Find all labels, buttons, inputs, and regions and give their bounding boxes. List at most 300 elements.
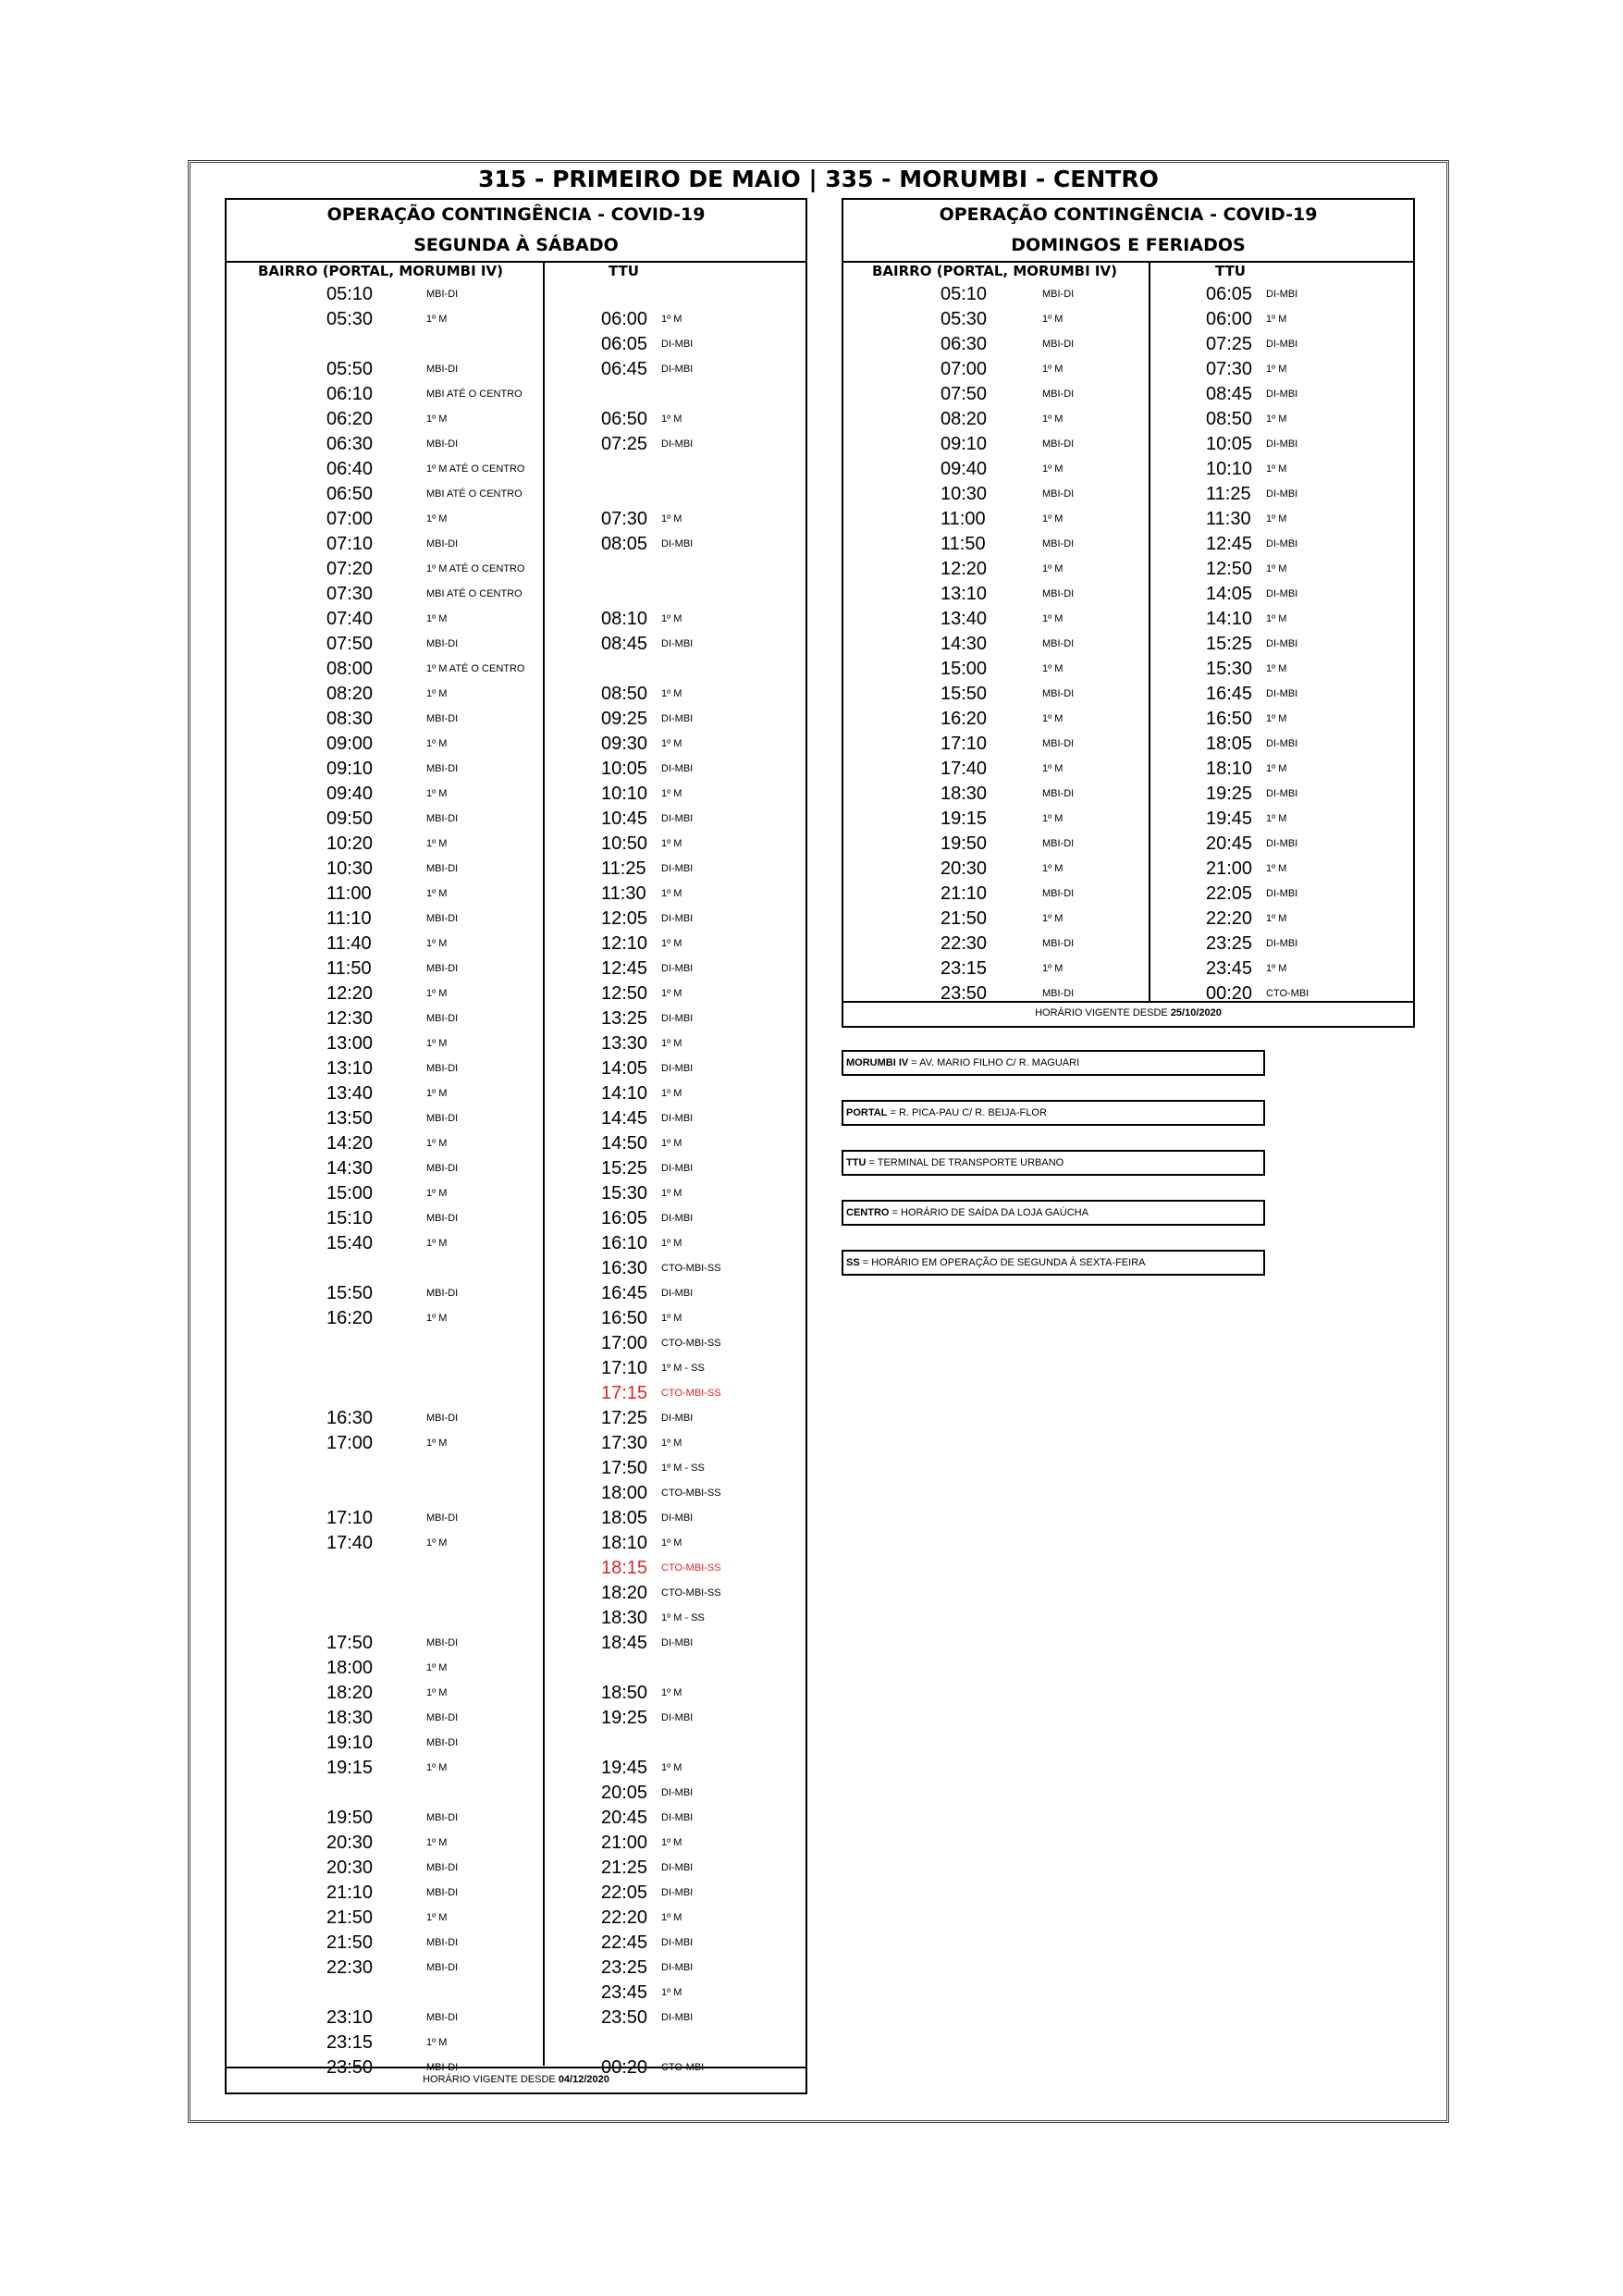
weekday-bairro-time: 18:20: [326, 1683, 374, 1703]
weekend-ttu-code: DI-MBI: [1266, 788, 1298, 799]
weekend-row: [843, 732, 1413, 757]
weekday-row: [227, 1806, 805, 1831]
weekday-ttu-code: 1º M: [661, 1088, 682, 1099]
legend-key: TTU: [846, 1157, 867, 1168]
weekend-ttu-code: 1º M: [1266, 713, 1287, 724]
weekend-ttu-code: 1º M: [1266, 513, 1287, 525]
weekday-bairro-time: 08:20: [326, 684, 374, 704]
weekday-ttu-time: 06:45: [601, 359, 648, 379]
weekend-row: [843, 407, 1413, 432]
weekday-ttu-time: 07:25: [601, 434, 648, 454]
weekday-bairro-time: 19:15: [326, 1758, 374, 1778]
legend-key: PORTAL: [846, 1107, 888, 1118]
weekday-ttu-code: 1º M: [661, 1138, 682, 1149]
weekend-ttu-code: 1º M: [1266, 364, 1287, 375]
weekend-bairro-time: 15:50: [941, 684, 988, 704]
weekend-ttu-code: 1º M: [1266, 613, 1287, 624]
weekday-bairro-time: 07:30: [326, 584, 374, 604]
weekday-ttu-time: 18:30: [601, 1608, 648, 1628]
weekend-bairro-code: 1º M: [1042, 813, 1064, 824]
weekday-ttu-time: 18:20: [601, 1583, 648, 1603]
weekday-bairro-code: MBI-DI: [426, 364, 459, 375]
weekday-bairro-code: 1º M: [426, 1088, 448, 1099]
weekend-bairro-time: 05:30: [941, 309, 988, 329]
legend-desc: AV. MARIO FILHO C/ R. MAGUARI: [919, 1057, 1080, 1068]
weekday-footer-divider: [227, 2067, 805, 2068]
weekday-ttu-code: 1º M: [661, 838, 682, 849]
weekday-ttu-time: 11:30: [601, 883, 646, 904]
weekday-bairro-code: MBI-DI: [426, 1512, 459, 1524]
weekday-row: [227, 1981, 805, 2006]
weekend-ttu-time: 23:45: [1206, 958, 1253, 979]
weekend-ttu-time: 15:25: [1206, 634, 1253, 654]
weekday-row: [227, 1681, 805, 1706]
weekend-ttu-time: 23:25: [1206, 933, 1253, 954]
weekday-ttu-time: 18:00: [601, 1483, 648, 1503]
weekday-ttu-time: 07:30: [601, 509, 648, 529]
weekday-ttu-code: 1º M: [661, 1537, 682, 1549]
weekday-row: [227, 507, 805, 532]
weekend-row: [843, 607, 1413, 632]
legend-centro: [842, 1200, 1265, 1226]
weekday-bairro-time: 06:30: [326, 434, 374, 454]
weekday-bairro-code: MBI ATÉ O CENTRO: [426, 488, 523, 500]
weekday-bairro-code: MBI ATÉ O CENTRO: [426, 588, 523, 599]
weekend-row: [843, 832, 1413, 857]
weekend-bairro-code: MBI-DI: [1042, 588, 1075, 599]
weekday-bairro-time: 16:30: [326, 1408, 374, 1428]
weekday-ttu-time: 17:10: [601, 1358, 648, 1378]
weekend-bairro-time: 09:10: [941, 434, 988, 454]
weekday-ttu-code: CTO-MBI-SS: [661, 1388, 721, 1399]
weekday-bairro-code: MBI-DI: [426, 1413, 459, 1424]
legend-desc: HORÁRIO EM OPERAÇÃO DE SEGUNDA À SEXTA-FEIRA: [871, 1257, 1146, 1268]
weekend-ttu-time: 12:45: [1206, 534, 1253, 554]
weekend-bairro-code: 1º M: [1042, 913, 1064, 924]
weekend-row: [843, 482, 1413, 507]
weekday-row: [227, 1931, 805, 1956]
weekday-bairro-time: 09:10: [326, 759, 374, 779]
weekday-row: [227, 382, 805, 407]
weekday-bairro-time: 06:50: [326, 484, 374, 504]
weekday-bairro-code: MBI-DI: [426, 763, 459, 774]
weekday-ttu-code: DI-MBI: [661, 1887, 694, 1898]
weekday-ttu-code: DI-MBI: [661, 863, 694, 874]
weekday-bairro-time: 13:50: [326, 1108, 374, 1129]
weekend-ttu-code: DI-MBI: [1266, 538, 1298, 549]
weekday-ttu-code: 1º M: [661, 888, 682, 899]
weekday-ttu-time: 14:45: [601, 1108, 648, 1129]
weekend-bairro-code: 1º M: [1042, 364, 1064, 375]
weekday-ttu-code: 1º M: [661, 788, 682, 799]
weekday-ttu-time: 08:10: [601, 609, 648, 629]
weekday-bairro-code: MBI-DI: [426, 1962, 459, 1973]
weekday-bairro-time: 05:30: [326, 309, 374, 329]
weekday-ttu-time: 22:05: [601, 1882, 648, 1903]
weekend-bairro-code: 1º M: [1042, 414, 1064, 425]
weekday-bairro-code: MBI-DI: [426, 1712, 459, 1723]
weekday-row: [227, 332, 805, 357]
weekday-header-operation: OPERAÇÃO CONTINGÊNCIA - COVID-19: [326, 204, 706, 225]
weekday-ttu-code: 1º M: [661, 1912, 682, 1923]
weekend-row: [843, 282, 1413, 307]
weekday-row: [227, 2031, 805, 2055]
weekday-row: [227, 1356, 805, 1381]
legend-desc: TERMINAL DE TRANSPORTE URBANO: [877, 1157, 1064, 1168]
weekend-ttu-code: 1º M: [1266, 663, 1287, 674]
weekday-ttu-code: 1º M: [661, 1313, 682, 1324]
weekday-bairro-code: MBI-DI: [426, 1637, 459, 1648]
weekday-row: [227, 582, 805, 607]
weekday-footer: [227, 2070, 805, 2089]
weekday-ttu-code: CTO-MBI-SS: [661, 1338, 721, 1349]
weekday-ttu-time: 21:00: [601, 1833, 648, 1853]
weekend-bairro-time: 06:30: [941, 334, 988, 354]
weekday-ttu-code: 1º M: [661, 1987, 682, 1998]
weekday-row: [227, 482, 805, 507]
weekend-bairro-time: 13:10: [941, 584, 988, 604]
weekend-ttu-time: 16:50: [1206, 709, 1253, 729]
weekend-row: [843, 807, 1413, 832]
weekday-row: [227, 632, 805, 657]
weekday-row: [227, 907, 805, 932]
weekday-bairro-code: 1º M: [426, 938, 448, 949]
weekday-bairro-time: 19:50: [326, 1808, 374, 1828]
weekday-row: [227, 932, 805, 957]
weekend-row: [843, 682, 1413, 707]
weekday-ttu-time: 11:25: [601, 858, 646, 879]
weekday-row: [227, 1581, 805, 1606]
weekend-bairro-code: MBI-DI: [1042, 938, 1075, 949]
weekday-bairro-time: 17:00: [326, 1433, 374, 1453]
weekday-ttu-time: 14:10: [601, 1083, 648, 1104]
weekday-ttu-time: 22:20: [601, 1907, 648, 1928]
weekend-bairro-code: MBI-DI: [1042, 339, 1075, 350]
legend-morumbi: [842, 1050, 1265, 1076]
weekend-ttu-code: DI-MBI: [1266, 888, 1298, 899]
weekday-ttu-time: 14:05: [601, 1058, 648, 1079]
weekend-ttu-code: DI-MBI: [1266, 688, 1298, 699]
weekend-ttu-time: 14:05: [1206, 584, 1253, 604]
weekday-ttu-code: DI-MBI: [661, 1812, 694, 1823]
weekday-row: [227, 807, 805, 832]
weekday-ttu-code: 1º M: [661, 988, 682, 999]
weekday-ttu-time: 21:25: [601, 1858, 648, 1878]
weekend-bairro-time: 15:00: [941, 659, 988, 679]
weekday-bairro-time: 17:10: [326, 1508, 374, 1528]
weekend-row: [843, 332, 1413, 357]
weekday-ttu-code: DI-MBI: [661, 638, 694, 649]
weekday-ttu-code: DI-MBI: [661, 1013, 694, 1024]
legend-sep: =: [887, 1107, 899, 1118]
legend-portal: [842, 1100, 1265, 1126]
weekend-row: [843, 582, 1413, 607]
weekday-row: [227, 1431, 805, 1456]
weekday-row: [227, 1781, 805, 1806]
weekday-row: [227, 857, 805, 882]
weekday-row: [227, 1606, 805, 1631]
weekday-bairro-time: 20:30: [326, 1833, 374, 1853]
weekday-bairro-time: 20:30: [326, 1858, 374, 1878]
weekend-bairro-time: 22:30: [941, 933, 988, 954]
weekday-bairro-code: MBI-DI: [426, 1937, 459, 1948]
weekday-row: [227, 1306, 805, 1331]
weekday-ttu-code: DI-MBI: [661, 1637, 694, 1648]
weekday-bairro-code: 1º M: [426, 1537, 448, 1549]
weekday-ttu-time: 06:00: [601, 309, 648, 329]
weekday-ttu-time: 18:15: [601, 1558, 648, 1578]
weekend-bairro-time: 14:30: [941, 634, 988, 654]
weekday-ttu-code: CTO-MBI-SS: [661, 1587, 721, 1599]
weekend-ttu-time: 06:05: [1206, 284, 1253, 304]
weekend-ttu-time: 20:45: [1206, 833, 1253, 854]
weekend-ttu-code: 1º M: [1266, 463, 1287, 475]
weekday-ttu-time: 10:50: [601, 833, 648, 854]
legend-sep: =: [859, 1257, 872, 1268]
weekday-ttu-time: 18:50: [601, 1683, 648, 1703]
weekend-ttu-code: 1º M: [1266, 414, 1287, 425]
weekend-row: [843, 857, 1413, 882]
weekday-bairro-time: 15:50: [326, 1283, 374, 1303]
weekday-row: [227, 732, 805, 757]
weekday-ttu-code: DI-MBI: [661, 1213, 694, 1224]
weekday-row: [227, 1031, 805, 1056]
weekday-bairro-code: MBI-DI: [426, 1737, 459, 1748]
weekday-row: [227, 1481, 805, 1506]
weekday-ttu-time: 12:50: [601, 983, 648, 1004]
weekday-ttu-time: 12:10: [601, 933, 648, 954]
weekday-ttu-code: DI-MBI: [661, 2012, 694, 2023]
weekend-bairro-time: 11:00: [941, 509, 986, 529]
weekday-ttu-time: 17:25: [601, 1408, 648, 1428]
weekday-ttu-time: 22:45: [601, 1932, 648, 1953]
weekend-row: [843, 882, 1413, 907]
weekday-bairro-code: MBI-DI: [426, 638, 459, 649]
weekday-bairro-code: 1º M: [426, 688, 448, 699]
weekend-bairro-code: MBI-DI: [1042, 488, 1075, 500]
weekday-ttu-code: 1º M: [661, 938, 682, 949]
weekend-row: [843, 907, 1413, 932]
weekday-bairro-code: 1º M: [426, 888, 448, 899]
weekend-ttu-time: 11:30: [1206, 509, 1251, 529]
weekday-bairro-time: 11:50: [326, 958, 372, 979]
weekday-ttu-code: 1º M: [661, 513, 682, 525]
weekend-row: [843, 632, 1413, 657]
weekend-bairro-time: 12:20: [941, 559, 988, 579]
weekday-bairro-time: 13:00: [326, 1033, 374, 1054]
weekday-bairro-code: 1º M: [426, 1837, 448, 1848]
weekday-bairro-time: 06:20: [326, 409, 374, 429]
weekday-ttu-code: DI-MBI: [661, 1962, 694, 1973]
weekday-row: [227, 1631, 805, 1656]
weekday-ttu-time: 17:50: [601, 1458, 648, 1478]
weekday-bairro-time: 23:10: [326, 2007, 374, 2028]
weekday-row: [227, 1081, 805, 1106]
weekend-footer-prefix: HORÁRIO VIGENTE DESDE: [1035, 1007, 1171, 1018]
weekday-bairro-code: 1º M: [426, 1138, 448, 1149]
weekday-bairro-time: 19:10: [326, 1733, 374, 1753]
weekend-bairro-code: MBI-DI: [1042, 838, 1075, 849]
weekday-row: [227, 1756, 805, 1781]
weekday-bairro-code: 1º M: [426, 1762, 448, 1773]
weekday-bairro-code: MBI-DI: [426, 438, 459, 450]
weekday-bairro-time: 13:40: [326, 1083, 374, 1104]
weekend-ttu-code: 1º M: [1266, 963, 1287, 974]
weekend-footer-divider: [843, 1001, 1413, 1003]
weekday-ttu-time: 06:05: [601, 334, 648, 354]
weekday-ttu-code: 1º M - SS: [661, 1612, 705, 1623]
weekend-row: [843, 782, 1413, 807]
legend-ss: [842, 1250, 1265, 1276]
weekday-row: [227, 1656, 805, 1681]
weekday-row: [227, 407, 805, 432]
weekend-header-operation: OPERAÇÃO CONTINGÊNCIA - COVID-19: [939, 204, 1318, 225]
weekday-ttu-code: 1º M: [661, 414, 682, 425]
weekend-row: [843, 532, 1413, 557]
weekend-row: [843, 357, 1413, 382]
weekday-bairro-code: MBI-DI: [426, 1862, 459, 1873]
weekday-row: [227, 1831, 805, 1856]
weekday-bairro-time: 21:50: [326, 1907, 374, 1928]
weekday-ttu-time: 17:00: [601, 1333, 648, 1353]
weekday-ttu-code: DI-MBI: [661, 438, 694, 450]
weekend-bairro-code: 1º M: [1042, 963, 1064, 974]
legend-ttu: [842, 1150, 1265, 1176]
weekend-bairro-code: 1º M: [1042, 863, 1064, 874]
weekday-ttu-time: 17:30: [601, 1433, 648, 1453]
weekday-row: [227, 1281, 805, 1306]
weekday-row: [227, 757, 805, 782]
weekday-row: [227, 1381, 805, 1406]
weekend-bairro-code: 1º M: [1042, 663, 1064, 674]
legend-sep: =: [908, 1057, 920, 1068]
weekday-bairro-code: 1º M ATÉ O CENTRO: [426, 663, 525, 674]
weekday-ttu-code: DI-MBI: [661, 364, 694, 375]
weekend-footer: [843, 1004, 1413, 1022]
weekend-ttu-code: DI-MBI: [1266, 638, 1298, 649]
weekday-ttu-code: 1º M: [661, 1687, 682, 1698]
weekday-row: [227, 1181, 805, 1206]
weekend-ttu-code: DI-MBI: [1266, 339, 1298, 350]
weekday-ttu-time: 16:10: [601, 1233, 648, 1253]
weekend-ttu-code: 1º M: [1266, 563, 1287, 574]
weekend-ttu-code: DI-MBI: [1266, 438, 1298, 450]
weekday-row: [227, 882, 805, 907]
weekend-bairro-code: MBI-DI: [1042, 638, 1075, 649]
weekday-ttu-code: 1º M: [661, 738, 682, 749]
weekday-ttu-code: 1º M: [661, 1837, 682, 1848]
weekend-bairro-time: 13:40: [941, 609, 988, 629]
weekday-row: [227, 307, 805, 332]
weekend-row: [843, 957, 1413, 981]
weekday-bairro-time: 09:00: [326, 734, 374, 754]
weekday-row: [227, 1731, 805, 1756]
weekday-bairro-code: MBI-DI: [426, 1887, 459, 1898]
weekday-bairro-time: 08:30: [326, 709, 374, 729]
weekday-bairro-time: 07:40: [326, 609, 374, 629]
weekday-row: [227, 1406, 805, 1431]
weekend-ttu-time: 19:25: [1206, 784, 1253, 804]
weekday-ttu-code: 1º M: [661, 314, 682, 325]
weekday-bairro-code: 1º M: [426, 314, 448, 325]
weekday-bairro-time: 12:30: [326, 1008, 374, 1029]
weekday-bairro-time: 17:40: [326, 1533, 374, 1553]
weekday-bairro-time: 23:50: [326, 2057, 374, 2078]
weekday-ttu-code: 1º M: [661, 1438, 682, 1449]
weekend-bairro-code: 1º M: [1042, 513, 1064, 525]
weekend-bairro-code: MBI-DI: [1042, 688, 1075, 699]
weekday-bairro-time: 15:10: [326, 1208, 374, 1228]
weekday-bairro-time: 18:30: [326, 1708, 374, 1728]
weekday-ttu-code: 1º M - SS: [661, 1463, 705, 1474]
weekend-row: [843, 507, 1413, 532]
weekend-bairro-code: MBI-DI: [1042, 988, 1075, 999]
weekday-row: [227, 1206, 805, 1231]
weekend-bairro-code: 1º M: [1042, 763, 1064, 774]
weekday-row: [227, 1556, 805, 1581]
weekend-row: [843, 657, 1413, 682]
weekday-bairro-code: MBI-DI: [426, 1288, 459, 1299]
weekday-ttu-code: DI-MBI: [661, 1712, 694, 1723]
weekday-ttu-code: DI-MBI: [661, 1288, 694, 1299]
weekday-bairro-code: MBI-DI: [426, 289, 459, 300]
weekday-bairro-time: 21:10: [326, 1882, 374, 1903]
weekend-col-ttu: TTU: [1215, 263, 1246, 279]
weekday-ttu-code: DI-MBI: [661, 1113, 694, 1124]
weekday-bairro-code: 1º M: [426, 414, 448, 425]
weekday-ttu-code: DI-MBI: [661, 1413, 694, 1424]
weekday-ttu-code: DI-MBI: [661, 813, 694, 824]
weekend-ttu-code: DI-MBI: [1266, 289, 1298, 300]
weekday-bairro-time: 10:20: [326, 833, 374, 854]
weekday-bairro-time: 07:00: [326, 509, 374, 529]
weekday-ttu-time: 23:25: [601, 1957, 648, 1978]
weekend-ttu-time: 00:20: [1206, 983, 1253, 1004]
weekday-ttu-code: DI-MBI: [661, 763, 694, 774]
weekday-row: [227, 1231, 805, 1256]
legend-key: MORUMBI IV: [846, 1057, 909, 1068]
weekday-ttu-time: 16:45: [601, 1283, 648, 1303]
weekend-bairro-time: 05:10: [941, 284, 988, 304]
weekday-row: [227, 1906, 805, 1931]
weekend-col-bairro: BAIRRO (PORTAL, MORUMBI IV): [872, 263, 1117, 279]
weekday-ttu-code: DI-MBI: [661, 538, 694, 549]
weekday-ttu-code: DI-MBI: [661, 1163, 694, 1174]
weekday-bairro-code: MBI-DI: [426, 538, 459, 549]
weekend-ttu-code: DI-MBI: [1266, 488, 1298, 500]
weekday-ttu-time: 09:25: [601, 709, 648, 729]
weekend-ttu-time: 16:45: [1206, 684, 1253, 704]
weekday-ttu-time: 16:50: [601, 1308, 648, 1328]
weekday-ttu-code: DI-MBI: [661, 1862, 694, 1873]
weekday-row: [227, 1706, 805, 1731]
weekday-bairro-time: 07:20: [326, 559, 374, 579]
weekend-bairro-time: 19:15: [941, 809, 988, 829]
weekday-bairro-code: MBI-DI: [426, 913, 459, 924]
weekend-row: [843, 382, 1413, 407]
weekend-ttu-time: 19:45: [1206, 809, 1253, 829]
weekend-bairro-time: 08:20: [941, 409, 988, 429]
weekend-bairro-time: 07:00: [941, 359, 988, 379]
weekend-bairro-code: MBI-DI: [1042, 888, 1075, 899]
legend-key: CENTRO: [846, 1207, 890, 1218]
weekend-bairro-code: 1º M: [1042, 314, 1064, 325]
weekday-row: [227, 1881, 805, 1906]
weekday-bairro-time: 21:50: [326, 1932, 374, 1953]
weekend-ttu-code: DI-MBI: [1266, 588, 1298, 599]
weekday-ttu-code: 1º M: [661, 1188, 682, 1199]
weekend-row: [843, 757, 1413, 782]
